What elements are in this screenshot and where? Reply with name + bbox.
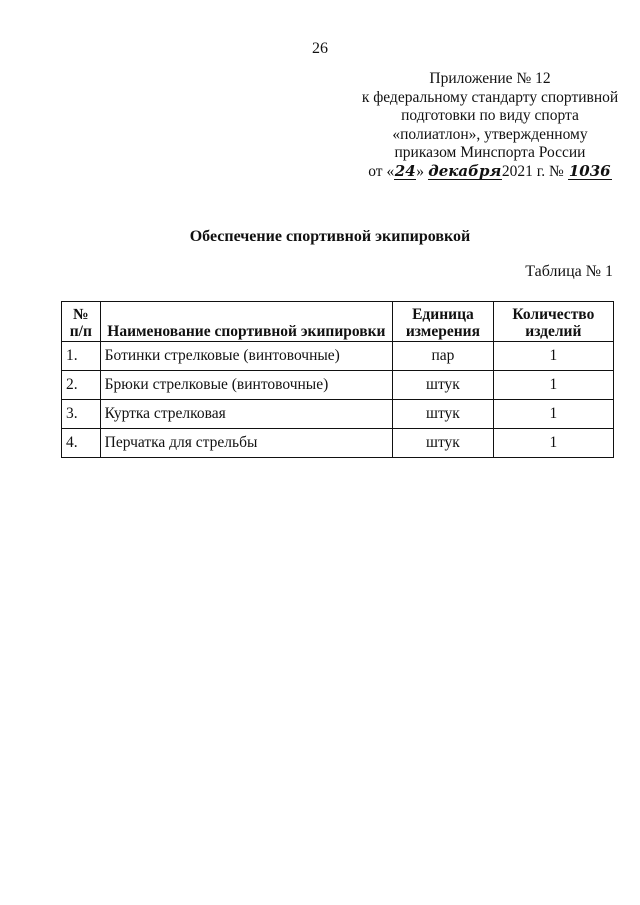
- row-qty: 1: [493, 342, 613, 371]
- row-no: 3.: [62, 400, 101, 429]
- row-unit: штук: [393, 400, 494, 429]
- row-qty: 1: [493, 400, 613, 429]
- table-label: Таблица № 1: [525, 263, 613, 280]
- row-no: 4.: [62, 429, 101, 458]
- appendix-line: подготовки по виду спорта: [401, 107, 579, 124]
- header-unit: Единица измерения: [393, 302, 494, 342]
- table-row: [62, 342, 614, 371]
- row-unit: штук: [393, 429, 494, 458]
- table-row: [62, 371, 614, 400]
- table-row: [62, 429, 614, 458]
- row-unit: штук: [393, 371, 494, 400]
- appendix-line: приказом Минспорта России: [394, 144, 586, 161]
- table-header-row: [62, 302, 614, 342]
- row-name: Перчатка для стрельбы: [100, 429, 393, 458]
- row-qty: 1: [493, 371, 613, 400]
- row-qty: 1: [493, 429, 613, 458]
- appendix-line: Приложение № 12: [429, 70, 551, 87]
- date-mid: »: [416, 162, 424, 180]
- date-prefix: от «: [368, 162, 395, 180]
- row-name: Куртка стрелковая: [100, 400, 393, 429]
- header-qty: Количество изделий: [493, 302, 613, 342]
- header-name: Наименование спортивной экипировки: [100, 302, 393, 342]
- handwritten-month: декабря: [428, 161, 502, 180]
- table-row: [62, 400, 614, 429]
- row-no: 2.: [62, 371, 101, 400]
- appendix-line: к федеральному стандарту спортивной: [361, 88, 619, 106]
- row-no: 1.: [62, 342, 101, 371]
- handwritten-day: 24: [394, 161, 416, 180]
- row-name: Ботинки стрелковые (винтовочные): [100, 342, 393, 371]
- order-date-line: [340, 163, 640, 182]
- header-no: № п/п: [62, 302, 101, 342]
- handwritten-order-number: 1036: [568, 161, 611, 180]
- page-number: 26: [312, 40, 328, 57]
- row-name: Брюки стрелковые (винтовочные): [100, 371, 393, 400]
- document-title: Обеспечение спортивной экипировкой: [189, 228, 471, 245]
- equipment-table: [61, 301, 614, 458]
- appendix-line: «полиатлон», утвержденному: [392, 125, 588, 143]
- date-year: 2021 г. №: [501, 162, 564, 180]
- appendix-header: [340, 70, 640, 181]
- row-unit: пар: [393, 342, 494, 371]
